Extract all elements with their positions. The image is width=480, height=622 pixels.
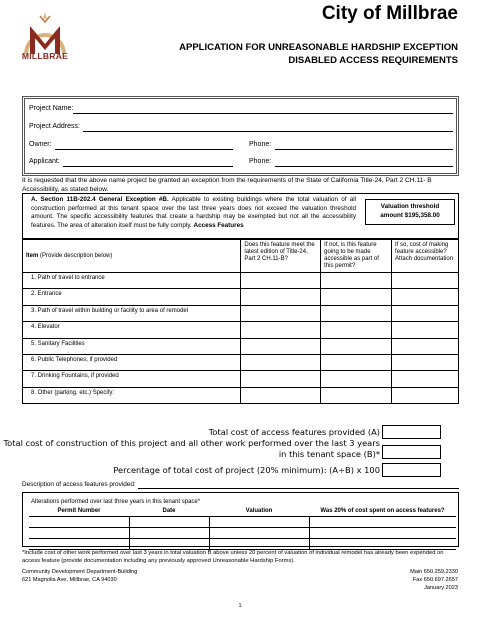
if-not-cell[interactable] — [321, 354, 392, 370]
cost-cell[interactable] — [392, 289, 459, 305]
meets-cell[interactable] — [241, 338, 321, 354]
feature-item-label: 4. Elevator — [23, 322, 241, 338]
percentage-label: Percentage of total cost of project (20% minimum): (A÷B) x 100 — [113, 465, 380, 475]
footer-main-phone: Main 650.259.2330 — [410, 569, 458, 575]
page-number: 1 — [238, 603, 242, 609]
page-title: City of Millbrae — [321, 3, 458, 24]
form-subtitle: DISABLED ACCESS REQUIREMENTS — [288, 55, 458, 66]
owner-field[interactable] — [55, 149, 233, 150]
footnote: *Include cost of other work performed over last 3 years in total valuation B above unless 20 percent of valuation of individual remodel has already been expended on access feature (provide documentation including any previously approved Unreasonable Hardship Forms). — [22, 550, 444, 564]
meets-cell[interactable] — [241, 273, 321, 289]
footer-right — [410, 568, 458, 592]
cost-cell[interactable] — [392, 354, 459, 370]
if-not-cell[interactable] — [321, 273, 392, 289]
project-info-box — [22, 96, 459, 176]
cost-cell[interactable] — [392, 273, 459, 289]
table-row — [23, 289, 459, 305]
section-a-text — [31, 196, 356, 230]
project-name-field[interactable] — [73, 113, 453, 114]
if-not-cell[interactable] — [321, 371, 392, 387]
owner-phone-field[interactable] — [275, 149, 453, 150]
percentage-field[interactable] — [382, 463, 441, 477]
meets-cell[interactable] — [241, 322, 321, 338]
section-a-body: Applicable to existing buildings where the total valuation of all construction performed at this tenant space over the last three years does not exceed the valuation threshold amount. The specific accessibility features that create a hardship may be exempted but not all the accessibility features. The area of alteration itself must be fully comply. — [31, 196, 357, 229]
meets-cell[interactable] — [241, 387, 321, 403]
access-features-table — [22, 239, 459, 404]
table-row — [29, 528, 456, 539]
table-row — [23, 371, 459, 387]
if-not-cell[interactable] — [321, 289, 392, 305]
total-cost-a-label: Total cost of access features provided (A) — [208, 427, 380, 437]
total-cost-a-field[interactable] — [382, 425, 441, 439]
access-spent-header: Was 20% of cost spent on access features? — [309, 508, 456, 517]
meets-cell[interactable] — [241, 289, 321, 305]
total-cost-b-label-1: Total cost of construction of this project and all other work performed over the last 3 years — [3, 438, 380, 448]
table-row — [23, 322, 459, 338]
table-row — [23, 273, 459, 289]
if-not-cell[interactable] — [321, 387, 392, 403]
item-header: Item (Provide description below) — [23, 240, 241, 273]
table-row — [29, 517, 456, 528]
meets-cell[interactable] — [241, 371, 321, 387]
if-not-cell[interactable] — [321, 305, 392, 321]
applicant-field[interactable] — [63, 166, 233, 167]
cost-cell[interactable] — [392, 371, 459, 387]
valuation-line2: amount $195,358.00 — [380, 211, 440, 219]
feature-item-label: 1. Path of travel to entrance — [23, 273, 241, 289]
table-row — [23, 387, 459, 403]
permit-number-header: Permit Number — [29, 508, 129, 517]
applicant-label: Applicant: — [29, 158, 60, 165]
cost-cell[interactable] — [392, 305, 459, 321]
project-name-label: Project Name: — [29, 105, 74, 112]
footer-address: 621 Magnolia Ave, Millbrae, CA 94030 — [22, 577, 117, 583]
if-not-cell[interactable] — [321, 322, 392, 338]
footer-date: January 2023 — [424, 585, 458, 591]
footer-fax: Fax 650.697.2657 — [412, 577, 458, 583]
valuation-line1: Valuation threshold — [380, 203, 440, 210]
if-so-header: If so, cost of making feature accessible? Attach documentation — [392, 240, 459, 273]
description-label: Description of access features provided: — [22, 481, 136, 488]
footer-dept: Community Development Department-Building — [22, 569, 138, 575]
table-row — [23, 305, 459, 321]
project-address-field[interactable] — [83, 131, 453, 132]
feature-item-label: 7. Drinking Fountains, if provided — [23, 371, 241, 387]
feature-item-label: 2. Entrance — [23, 289, 241, 305]
valuation-threshold-box — [365, 199, 455, 225]
meets-header: Does this feature meet the latest edition of Title-24, Part 2 CH.11-B? — [241, 240, 321, 273]
cost-cell[interactable] — [392, 387, 459, 403]
applicant-phone-label: Phone: — [249, 158, 272, 165]
applicant-phone-field[interactable] — [275, 166, 453, 167]
feature-item-label: 8. Other (parking, etc.) Specify: — [23, 387, 241, 403]
alterations-title: Alterations performed over last three years in this tenant space* — [31, 499, 201, 505]
description-line-1[interactable] — [138, 488, 459, 489]
alterations-table — [29, 508, 456, 550]
total-cost-b-label-2: in this tenant space (B)* — [278, 449, 380, 459]
footer-left — [22, 568, 137, 584]
if-not-header: If not, is this feature going to be made accessible as part of this permit? — [321, 240, 392, 273]
cost-cell[interactable] — [392, 322, 459, 338]
access-features-label: Access Features — [193, 221, 244, 229]
total-cost-b-field[interactable] — [382, 445, 441, 459]
alterations-box — [22, 492, 459, 547]
table-row — [29, 539, 456, 550]
feature-item-label: 3. Path of travel within building or facility to area of remodel — [23, 305, 241, 321]
logo-wordmark: MILLBRAE — [21, 51, 69, 61]
section-a — [22, 193, 459, 239]
project-address-label: Project Address: — [29, 123, 80, 130]
owner-label: Owner: — [29, 141, 52, 148]
valuation-header: Valuation — [209, 508, 309, 517]
cost-cell[interactable] — [392, 338, 459, 354]
request-statement: It is requested that the above name project be granted an exception from the requirements of the State of California Title-24, Part 2 CH.11- B Accessibility, as stated below. — [22, 177, 432, 193]
section-a-title: A. Section 11B-202.4 General Exception #B. — [31, 196, 169, 203]
if-not-cell[interactable] — [321, 338, 392, 354]
meets-cell[interactable] — [241, 354, 321, 370]
table-row — [23, 354, 459, 370]
form-title: APPLICATION FOR UNREASONABLE HARDSHIP EXCEPTION — [179, 42, 458, 53]
feature-item-label: 5. Sanitary Facilities — [23, 338, 241, 354]
owner-phone-label: Phone: — [249, 141, 272, 148]
feature-item-label: 6. Public Telephones, if provided — [23, 354, 241, 370]
date-header: Date — [129, 508, 209, 517]
table-row — [23, 338, 459, 354]
meets-cell[interactable] — [241, 305, 321, 321]
